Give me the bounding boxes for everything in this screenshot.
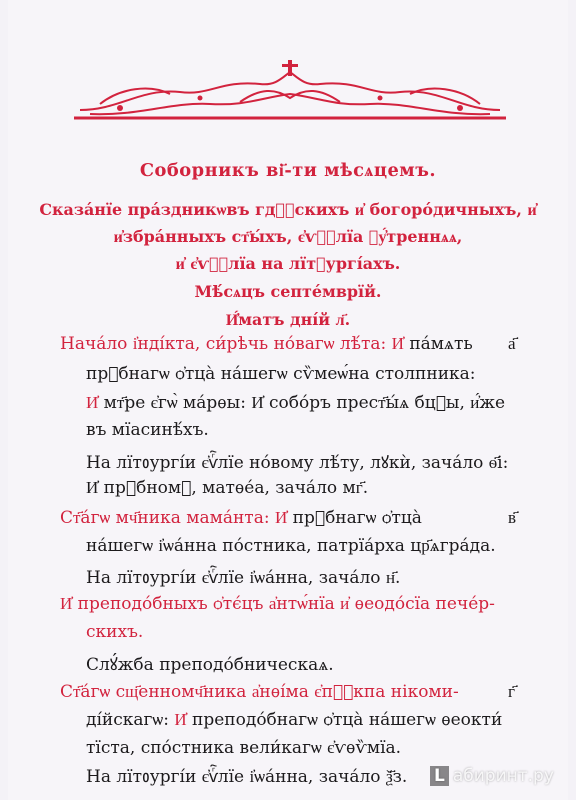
subtitle-line-5: И҆́матъ дні́й л҃. — [225, 310, 351, 329]
date-numeral: в҃ — [508, 508, 517, 528]
entry-line — [86, 364, 476, 384]
subtitle-line-2: и҆збра́нныхъ ст҃ы́хъ, є҆ѵⷢ҇лїа ᲂу҆́треннѧѧ, — [113, 227, 463, 246]
body-text: мт҃ре є҆гѡ̀ ма́рѳы: И҆ собо́ръ прест҃ы́ѧ бцⷣы, и҆́же — [98, 393, 506, 413]
page-title: Соборникъ ві҃-ти мѣсѧцемъ. — [139, 160, 437, 181]
entry-line — [86, 652, 334, 675]
entry-line — [86, 450, 508, 473]
body-text: преподо́бнагѡ ѻ҆тца̀ на́шегѡ ѳеокти́ — [186, 710, 503, 730]
entry-line — [86, 393, 505, 413]
subtitle-line-1: Сказа́нїе пра́здникѡвъ гдⷭ҇скихъ и҆ богоро́дичныхъ, и҆ — [39, 200, 537, 219]
watermark-logo-icon: L — [430, 766, 449, 786]
body-text: ді́йскагѡ: — [86, 710, 175, 730]
body-text: На лїтᲂургі́и є҆ѵⷢ҇лїе і҆ѡа́нна, зача́ло н҃. — [86, 568, 401, 588]
date-numeral: г҃ — [508, 682, 515, 702]
rubric-text: Ст҃а́гѡ сщ҃енномч҃ника а҆нѳі́ма є҆пⷭ҇кпа нікоми- — [60, 682, 459, 702]
rubric-text: И҆ — [174, 710, 187, 730]
body-text: въ мїасинѣ́хъ. — [86, 420, 209, 440]
body-text: На лїтᲂургі́и є҆ѵⷢ҇лїе но́вому лѣ́ту, лꙋкѝ, зача́ло ѳ҃і: — [86, 453, 509, 473]
watermark — [430, 766, 554, 786]
entry-line — [60, 508, 422, 528]
rubric-text: И҆ — [86, 393, 99, 413]
body-text: И҆ прⷣбномꙋ, матѳе́а, зача́ло мг҃. — [86, 478, 369, 498]
body-text: на́шегѡ і҆ѡа́нна по́стника, патрїа́рха цр҃ѧгра́да. — [86, 536, 496, 556]
subtitle-line-3: и҆ є҆ѵⷢ҇лїа на лїтᲂургі́ахъ. — [175, 254, 401, 273]
entry-line — [60, 594, 495, 614]
body-text: тїста, спо́стника вели́кагѡ є҆ѵѳѷмїа. — [86, 738, 402, 758]
body-text: На лїтᲂургі́и є҆ѵⷢ҇лїе і҆ѡа́нна, зача́ло ѯ҃з. — [86, 767, 408, 787]
entry-line — [86, 536, 496, 556]
rubric-text: Ст҃а́гѡ мч҃ника мама́нта: И҆ — [60, 508, 288, 528]
entry-line — [86, 478, 368, 498]
entry-line — [60, 334, 473, 354]
date-numeral: а҃ — [508, 334, 516, 354]
rubric-text: скихъ. — [86, 622, 144, 642]
body-text: па́мѧть — [403, 334, 473, 354]
entry-line — [86, 622, 143, 642]
subtitle-line-4: Мѣ́сѧцъ септе́мврїй. — [194, 282, 382, 301]
entry-line — [86, 738, 401, 758]
entry-line — [86, 710, 502, 730]
rubric-text: И҆ преподо́бныхъ ѻ҆тє́цъ а҆нтѡ́нїа и҆ ѳеодо́сїа пече́р- — [60, 594, 495, 614]
entry-line — [86, 565, 400, 588]
entry-line — [86, 420, 209, 440]
rubric-text: Нача́ло і҆нді́кта, си́рѣчь но́вагѡ лѣ́та: И҆ — [60, 334, 404, 354]
header-ornament — [60, 58, 520, 122]
body-text: Слꙋ́жба преподо́бническаѧ. — [86, 655, 334, 675]
entry-line — [86, 764, 407, 787]
watermark-text: абиринт.ру — [452, 766, 554, 786]
entry-line — [60, 682, 459, 702]
body-text: прⷣбнагѡ ѻ҆тца̀ на́шегѡ сѷмеѡ́на столпника: — [86, 364, 476, 384]
body-text: прⷣбнагѡ ѻ҆тца̀ — [287, 508, 422, 528]
